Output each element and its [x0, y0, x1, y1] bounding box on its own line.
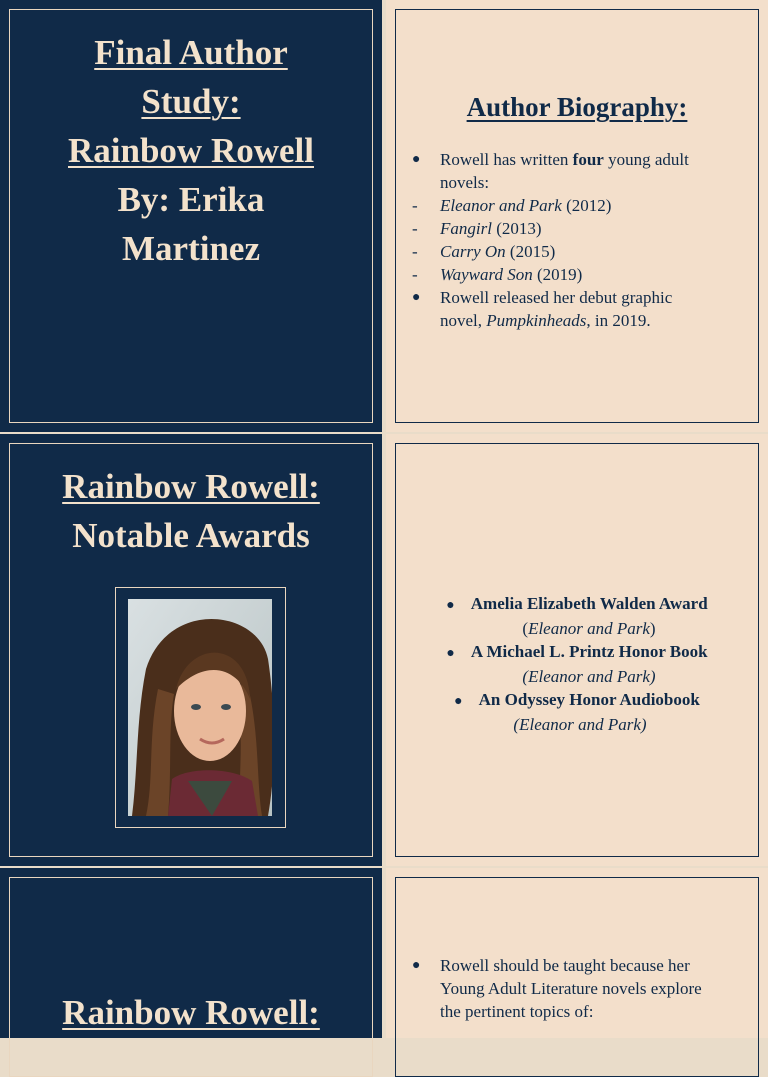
book-title: Wayward Son: [440, 265, 533, 284]
biography-list: [412, 148, 752, 332]
list-item: ● Rowell released her debut graphic novel, Pumpkinheads, in 2019.: [412, 288, 673, 330]
title-line-1: Rainbow Rowell:: [62, 467, 320, 506]
book-item: [412, 263, 752, 286]
slide-biography: [386, 0, 768, 432]
book-year: (2019): [532, 265, 583, 284]
dash-icon: -: [412, 196, 418, 215]
award-note: (Eleanor and Park): [522, 619, 656, 638]
title-line-3: Rainbow Rowell: [68, 131, 314, 170]
slide-title-text: [0, 28, 382, 273]
title-line-1: Final Author: [94, 33, 288, 72]
dash-icon: -: [412, 242, 418, 261]
book-title: Fangirl: [440, 219, 492, 238]
award-name: An Odyssey Honor Audiobook: [478, 690, 700, 709]
book-year: (2015): [505, 242, 556, 261]
award-name: Amelia Elizabeth Walden Award: [470, 594, 708, 613]
title-line-2: Study:: [141, 82, 241, 121]
book-title: Eleanor and Park: [440, 196, 562, 215]
award-name: A Michael L. Printz Honor Book: [470, 642, 708, 661]
dash-icon: -: [412, 265, 418, 284]
awards-list: [386, 592, 768, 736]
bullet-icon: ●: [446, 646, 455, 661]
title-line-5: Martinez: [122, 229, 260, 268]
slide-title: [0, 0, 382, 432]
award-item: [386, 688, 768, 713]
rationale-list: [412, 954, 752, 1023]
slide-rationale: [386, 868, 768, 1038]
book-item: [412, 194, 752, 217]
award-item: [386, 640, 768, 665]
slide-awards-list: [386, 434, 768, 866]
bullet-icon: ●: [412, 152, 421, 167]
bullet-icon: ●: [412, 290, 421, 305]
bullet-icon: ●: [454, 694, 463, 709]
list-item: ● Rowell has written four young adult novels:: [412, 150, 689, 192]
title-line-1: Rainbow Rowell:: [62, 993, 320, 1032]
slide-rationale-title: [0, 868, 382, 1038]
awards-title: [0, 462, 382, 560]
award-note: (Eleanor and Park): [522, 667, 656, 686]
book-year: (2012): [561, 196, 612, 215]
list-item: ● Rowell should be taught because her Young Adult Literature novels explore the pertinent topics of:: [412, 956, 702, 1021]
author-photo: [128, 599, 272, 816]
bullet-icon: ●: [412, 958, 421, 973]
award-note: (Eleanor and Park): [513, 715, 647, 734]
title-line-2: Notable Awards: [72, 516, 310, 555]
dash-icon: -: [412, 219, 418, 238]
book-item: [412, 240, 752, 263]
award-item: [386, 592, 768, 617]
book-year: (2013): [491, 219, 542, 238]
book-item: [412, 217, 752, 240]
title-line-4: By: Erika: [117, 180, 265, 219]
biography-heading: Author Biography:: [466, 92, 688, 122]
author-portrait-image: [128, 599, 272, 816]
bullet-icon: ●: [446, 598, 455, 613]
slide-frame: [9, 877, 373, 1077]
rationale-title: [0, 988, 382, 1037]
book-title: Carry On: [440, 242, 506, 261]
